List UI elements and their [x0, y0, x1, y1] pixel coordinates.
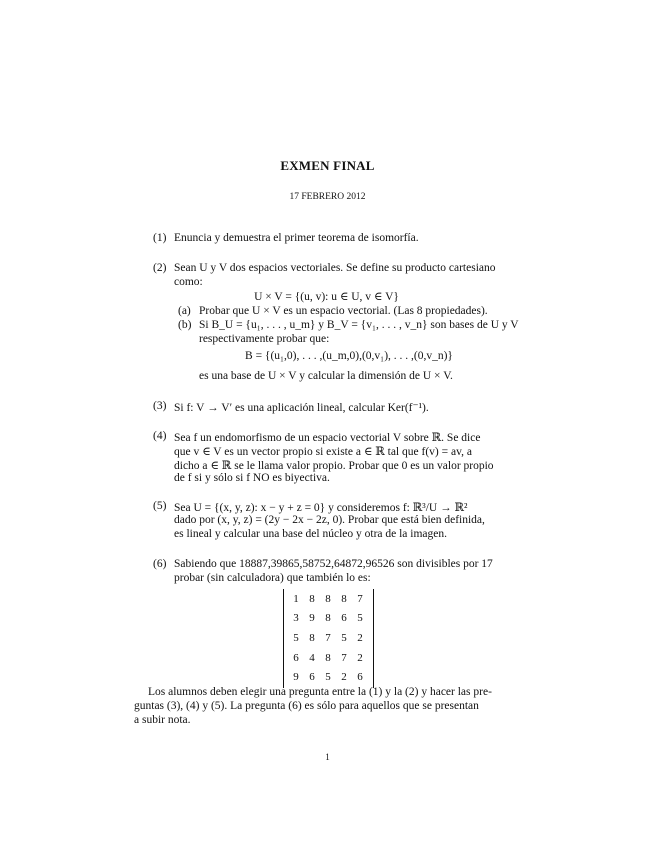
- question-2b-line-3: es una base de U × V y calcular la dimensión de U × V.: [199, 370, 453, 382]
- question-2-formula: U × V = {(u, v): u ∈ U, v ∈ V}: [254, 291, 399, 303]
- matrix-cell: 8: [325, 612, 331, 625]
- matrix-cell: 8: [341, 592, 347, 605]
- question-3-text: Si f: V → V′ es una aplicación lineal, calcular Ker(f⁻¹).: [174, 402, 429, 414]
- matrix-cell: 2: [341, 671, 347, 684]
- question-6-line-1: Sabiendo que 18887,39865,58752,64872,96526 son divisibles por 17: [174, 558, 493, 570]
- matrix-cell: 8: [309, 631, 315, 644]
- question-5-line-2: dado por (x, y, z) = (2y − 2x − 2z, 0). Probar que está bien definida,: [174, 514, 485, 526]
- question-1-text: Enuncia y demuestra el primer teorema de isomorfía.: [174, 232, 419, 244]
- question-2-line-2: como:: [174, 276, 203, 288]
- matrix-cell: 8: [325, 592, 331, 605]
- question-4-line-3: dicho a ∈ ℝ se le llama valor propio. Probar que 0 es un valor propio: [174, 460, 494, 472]
- question-3-number: (3): [153, 400, 167, 412]
- question-4-number: (4): [153, 430, 167, 442]
- matrix-cell: 6: [309, 671, 315, 684]
- instructions-line-3: a subir nota.: [134, 714, 191, 726]
- matrix-cell: 6: [341, 612, 347, 625]
- matrix-cell: 7: [357, 592, 363, 605]
- instructions-line-1: Los alumnos deben elegir una pregunta entre la (1) y la (2) y hacer las pre-: [148, 686, 492, 698]
- exam-date: 17 FEBRERO 2012: [289, 192, 366, 202]
- question-5-number: (5): [153, 500, 167, 512]
- instructions-line-2: guntas (3), (4) y (5). La pregunta (6) es sólo para aquellos que se presentan: [134, 700, 479, 712]
- matrix-cell: 3: [293, 612, 299, 625]
- page-number: 1: [325, 752, 330, 762]
- matrix-cell: 8: [309, 592, 315, 605]
- question-2b-formula: B = {(u₁,0), . . . ,(u_m,0),(0,v₁), . . . ,(0,v_n)}: [245, 350, 453, 362]
- matrix-row: [288, 589, 368, 609]
- matrix-cell: 8: [325, 651, 331, 664]
- matrix-cell: 2: [357, 651, 363, 664]
- matrix-cell: 5: [325, 671, 331, 684]
- question-6-number: (6): [153, 558, 167, 570]
- question-4-line-1: Sea f un endomorfismo de un espacio vectorial V sobre ℝ. Se dice: [174, 432, 481, 444]
- question-2-line-1: Sean U y V dos espacios vectoriales. Se define su producto cartesiano: [174, 262, 496, 274]
- question-6-line-2: probar (sin calculadora) que también lo es:: [174, 572, 371, 584]
- determinant-matrix: [283, 589, 374, 688]
- matrix-cell: 6: [293, 651, 299, 664]
- matrix-cell: 2: [357, 631, 363, 644]
- matrix-cell: 9: [293, 671, 299, 684]
- matrix-cell: 1: [293, 592, 299, 605]
- matrix-cell: 7: [341, 651, 347, 664]
- matrix-row: [288, 628, 368, 648]
- question-2b-line-2: respectivamente probar que:: [199, 333, 330, 345]
- matrix-table: [288, 589, 368, 687]
- question-2-number: (2): [153, 262, 167, 274]
- matrix-row: [288, 667, 368, 687]
- matrix-row: [288, 648, 368, 668]
- matrix-cell: 5: [357, 612, 363, 625]
- question-5-line-3: es lineal y calcular una base del núcleo y otra de la imagen.: [174, 528, 448, 540]
- question-2a-label: (a): [178, 305, 191, 317]
- question-1-number: (1): [153, 232, 167, 244]
- exam-title: EXMEN FINAL: [280, 158, 375, 173]
- matrix-row: [288, 609, 368, 629]
- question-4-line-2: que v ∈ V es un vector propio si existe a ∈ ℝ tal que f(v) = av, a: [174, 446, 472, 458]
- matrix-cell: 9: [309, 612, 315, 625]
- matrix-cell: 5: [293, 631, 299, 644]
- matrix-cell: 5: [341, 631, 347, 644]
- question-2b-line-1: Si B_U = {u₁, . . . , u_m} y B_V = {v₁, . . . , v_n} son bases de U y V: [199, 319, 519, 331]
- question-2b-label: (b): [178, 319, 192, 331]
- matrix-cell: 7: [325, 631, 331, 644]
- matrix-cell: 6: [357, 671, 363, 684]
- matrix-cell: 4: [309, 651, 315, 664]
- question-2a-text: Probar que U × V es un espacio vectorial. (Las 8 propiedades).: [199, 305, 488, 317]
- question-4-line-4: de f si y sólo si f NO es biyectiva.: [174, 472, 330, 484]
- question-5-line-1: Sea U = {(x, y, z): x − y + z = 0} y consideremos f: ℝ³/U → ℝ²: [174, 502, 468, 514]
